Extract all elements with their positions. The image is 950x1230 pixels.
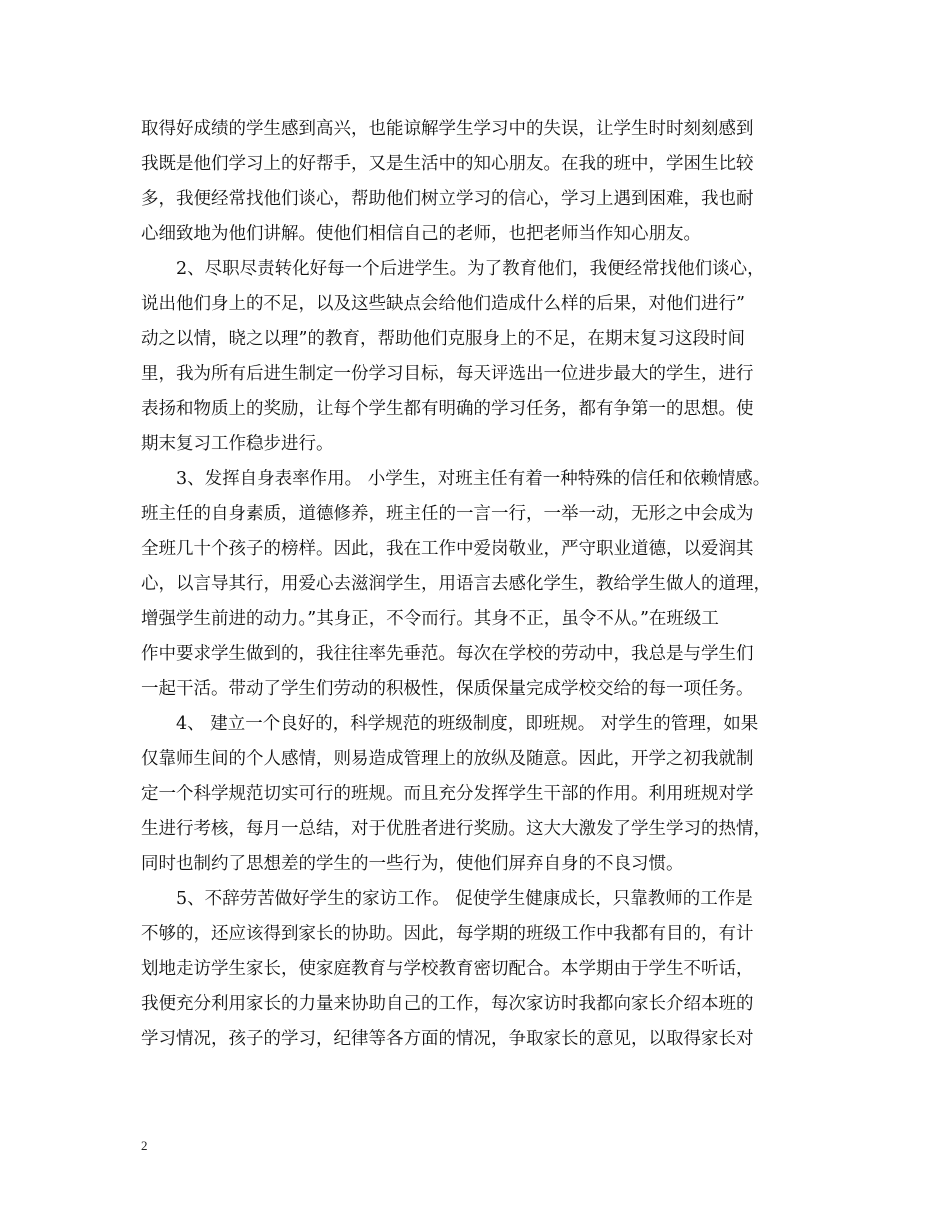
text-line: 班主任的自身素质，道德修养，班主任的一言一行，一举一动，无形之中会成为 — [141, 504, 754, 524]
text-line: 作中要求学生做到的，我往往率先垂范。每次在学校的劳动中，我总是与学生们 — [141, 644, 754, 664]
text-line: 同时也制约了思想差的学生的一些行为，使他们屏弃自身的不良习惯。 — [141, 854, 684, 874]
text-line: 动之以情，晓之以理”的教育，帮助他们克服身上的不足，在期末复习这段时间 — [141, 329, 745, 349]
text-line: 一起干活。带动了学生们劳动的积极性，保质保量完成学校交给的每一项任务。 — [141, 679, 754, 699]
text-line: 多，我便经常找他们谈心，帮助他们树立学习的信心，学习上遇到困难，我也耐 — [141, 189, 754, 209]
text-line: 我便充分利用家长的力量来协助自己的工作，每次家访时我都向家长介绍本班的 — [141, 994, 754, 1014]
page-number: 2 — [141, 1138, 148, 1153]
text-line: 仅靠师生间的个人感情，则易造成管理上的放纵及随意。因此，开学之初我就制 — [141, 749, 754, 769]
text-line: 4、 建立一个良好的，科学规范的班级制度，即班规。 对学生的管理，如果 — [176, 714, 759, 734]
text-line: 里，我为所有后进生制定一份学习目标，每天评选出一位进步最大的学生，进行 — [141, 364, 754, 384]
document-body — [141, 112, 811, 1057]
text-line: 我既是他们学习上的好帮手，又是生活中的知心朋友。在我的班中，学困生比较 — [141, 154, 754, 174]
text-line: 5、不辞劳苦做好学生的家访工作。 促使学生健康成长，只靠教师的工作是 — [176, 889, 753, 909]
text-line: 学习情况，孩子的学习，纪律等各方面的情况，争取家长的意见，以取得家长对 — [141, 1029, 754, 1049]
text-line: 全班几十个孩子的榜样。因此，我在工作中爱岗敬业，严守职业道德，以爱润其 — [141, 539, 754, 559]
text-line: 不够的，还应该得到家长的协助。因此，每学期的班级工作中我都有目的，有计 — [141, 924, 754, 944]
text-line: 生进行考核，每月一总结，对于优胜者进行奖励。这大大激发了学生学习的热情， — [141, 819, 771, 839]
text-line: 3、发挥自身表率作用。 小学生，对班主任有着一种特殊的信任和依赖情感。 — [176, 469, 771, 489]
text-line: 2、尽职尽责转化好每一个后进学生。为了教育他们，我便经常找他们谈心， — [176, 259, 765, 279]
text-line: 取得好成绩的学生感到高兴，也能谅解学生学习中的失误，让学生时时刻刻感到 — [141, 119, 754, 139]
text-line: 心，以言导其行，用爱心去滋润学生，用语言去感化学生，教给学生做人的道理， — [141, 574, 771, 594]
text-line: 定一个科学规范切实可行的班规。而且充分发挥学生干部的作用。利用班规对学 — [141, 784, 754, 804]
text-line: 说出他们身上的不足，以及这些缺点会给他们造成什么样的后果，对他们进行” — [141, 294, 745, 314]
text-line: 期末复习工作稳步进行。 — [141, 434, 334, 454]
text-line: 心细致地为他们讲解。使他们相信自己的老师，也把老师当作知心朋友。 — [141, 224, 701, 244]
text-line: 划地走访学生家长，使家庭教育与学校教育密切配合。本学期由于学生不听话， — [141, 959, 754, 979]
text-line: 表扬和物质上的奖励，让每个学生都有明确的学习任务，都有争第一的思想。使 — [141, 399, 754, 419]
text-line: 增强学生前进的动力。”其身正，不令而行。其身不正，虽令不从。”在班级工 — [141, 609, 719, 629]
